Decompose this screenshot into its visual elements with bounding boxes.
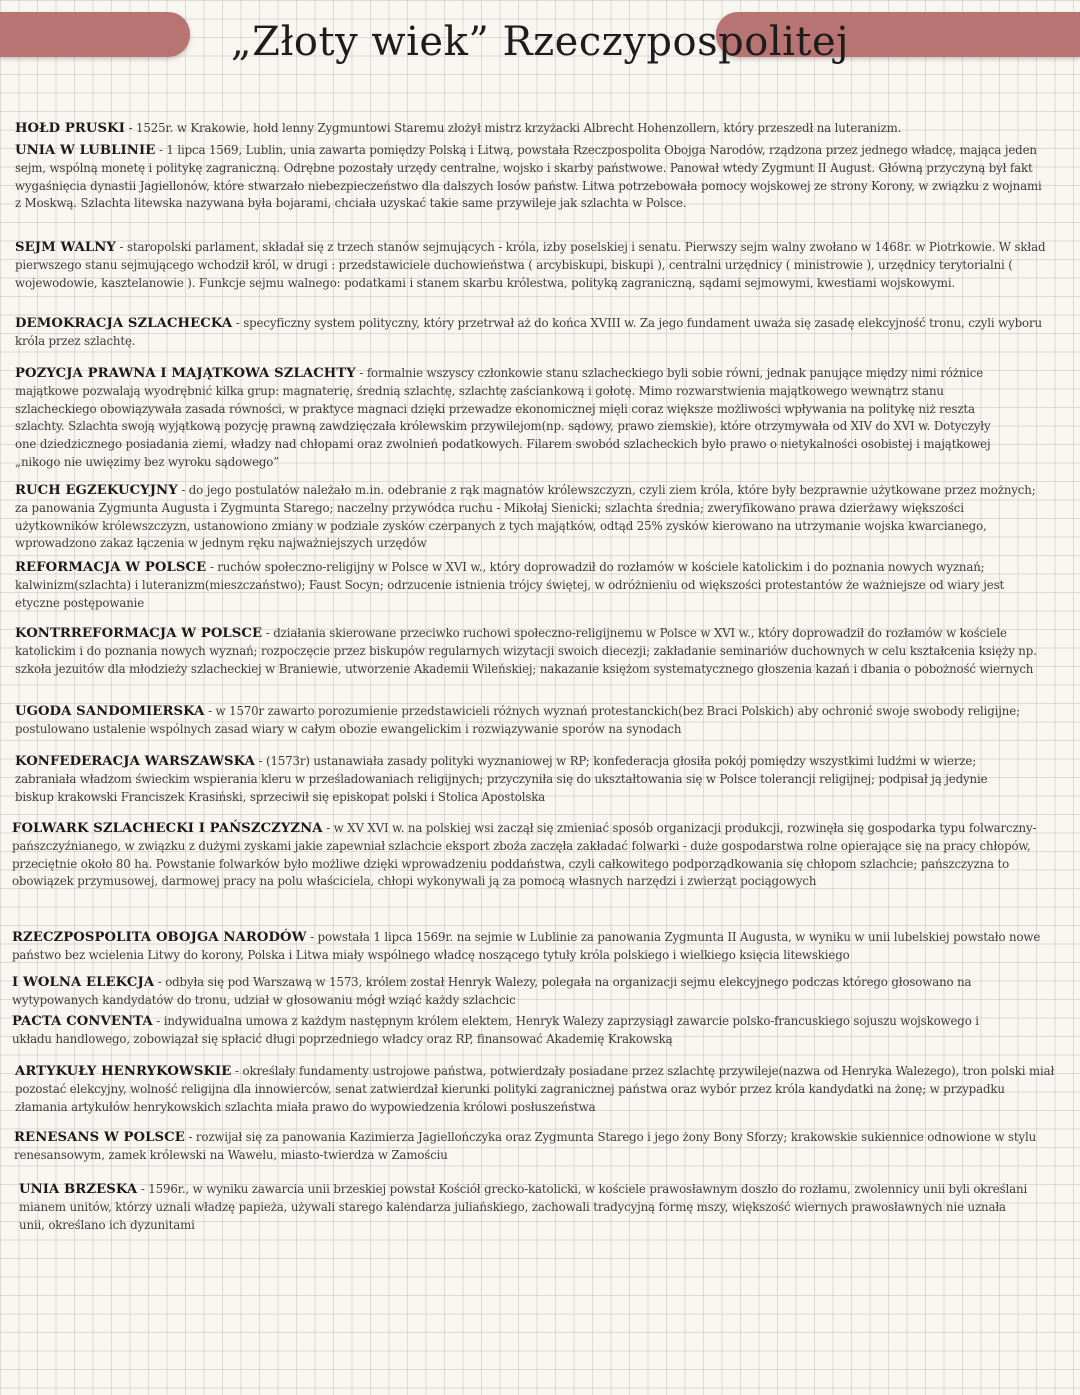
entry-term: UGODA SANDOMIERSKA [15,704,205,719]
entry-text: - indywidualna umowa z każdym następnym królem elektem, Henryk Walezy zaprzysiągł zawarcie polsko-francuskiego sojuszu wojskowego i układu handlowego, zobowiązał się spłacić długi poprzedniego władcy oraz RP, finansować Akademię Krakowską [12,1014,979,1046]
entry-term: HOŁD PRUSKI [15,121,125,136]
entry-wolna-elekcja [12,974,1052,1010]
entry-sejm-walny [15,239,1055,292]
entry-unia-brzeska [19,1181,1029,1234]
entry-term: KONTRREFORMACJA W POLSCE [15,626,263,641]
entry-term: KONFEDERACJA WARSZAWSKA [15,754,255,769]
entry-text: - ruchów społeczno-religijny w Polsce w XVI w., który doprowadził do rozłamów w kościele katolickim i do poznania nowych wyznań; kalwinizm(szlachta) i luteranizm(mieszczaństwo); Faust Socyn; odrzucenie istnienia trójcy świętej, w odróżnieniu od większości protestantów że ważniejsze od wiary jest etyczne postępowanie [15,560,1005,610]
entry-text: - rozwijał się za panowania Kazimierza Jagiellończyka oraz Zygmunta Starego i jego żony Bony Sforzy; krakowskie sukiennice odnowione w stylu renesansowym, zamek królewski na Wawelu, miasto-twierdza w Zamościu [14,1130,1037,1162]
entry-kontrreformacja [15,625,1055,678]
entry-term: REFORMACJA W POLSCE [15,560,207,575]
page-title: „Złoty wiek” Rzeczypospolitej [230,19,850,65]
entry-term: SEJM WALNY [15,240,116,255]
entry-rzeczpospolita [12,929,1067,965]
entry-text: - do jego postulatów należało m.in. odebranie z rąk magnatów królewszczyzn, czyli ziem króla, które były bezprawnie użytkowane przez możnych; za panowania Zygmunta Augusta i Zygmunta Starego; naczelny przywódca ruchu - Mikołaj Sienicki; szlachta średnia; zweryfikowano prawa dzierżawy większości użytkowników królewszczyzn, ustanowiono zmiany w podziale zysków czerpanych z tych majątków, odtąd 25% zysków kierowano na utrzymanie wojska kwarcianego, wprowadzono zakaz łączenia w jednym ręku najważniejszych urzędów [15,483,1036,551]
entry-text: - określały fundamenty ustrojowe państwa, potwierdzały posiadane przez szlachtę przywileje(nazwa od Henryka Walezego), tron polski miał pozostać elekcyjny, wolność religijna dla innowierców, senat zatwierdzał kierunki polityki zagranicznej państwa oraz wybór przez króla kandydatki na żonę; w przypadku złamania artykułów henrykowskich szlachta miała prawo do wypowiedzenia królowi posłuszeństwa [15,1064,1055,1114]
entry-pozycja-szlachty [15,365,1015,472]
entry-konfederacja-warszawska [15,753,1005,806]
entry-text: - działania skierowane przeciwko ruchowi społeczno-religijnemu w Polsce w XVI w., który doprowadził do rozłamów w kościele katolickim i do poznania nowych wyznań; rozpoczęcie przez biskupów regularnych wizytacji swoich diecezji; zakładanie seminariów duchownych w celu kształcenia księży np. szkoła jezuitów dla młodzieży szlacheckiej w Braniewie, utworzenie Akademii Wileńskiej; nakazanie księżom systematycznego głoszenia kazań i dbania o pobożność wiernych [15,626,1037,676]
entry-demokracja-szlachecka [15,315,1055,351]
entry-term: RUCH EGZEKUCYJNY [15,483,178,498]
entry-term: UNIA BRZESKA [19,1182,138,1197]
entry-ruch-egzekucyjny [15,482,1045,553]
entry-text: - odbyła się pod Warszawą w 1573, królem został Henryk Walezy, polegała na organizacji sejmu elekcyjnego podczas którego głosowano na wytypowanych kandydatów do tronu, udział w głosowaniu mógł wziąć każdy szlachcic [12,975,972,1007]
entry-text: - 1525r. w Krakowie, hołd lenny Zygmuntowi Staremu złożył mistrz krzyżacki Albrecht Hohenzollern, który przeszedł na luteranizm. [124,121,902,135]
entry-text: - w 1570r zawarto porozumienie przedstawicieli różnych wyznań protestanckich(bez Braci Polskich) aby ochronić swoje swobody religijne; postulowano ustalenie wspólnych zasad wiary w całym obozie ewangelickim i rozwiązywanie sporów na synodach [15,704,1020,736]
entry-term: ARTYKUŁY HENRYKOWSKIE [15,1064,232,1079]
entry-term: RENESANS W POLSCE [14,1130,185,1145]
entry-text: - 1 lipca 1569, Lublin, unia zawarta pomiędzy Polską i Litwą, powstała Rzeczpospolita Obojga Narodów, rządzona przez jednego władcę, mająca jeden sejm, wspólną monetę i politykę zagraniczną. Odrębne pozostały urzędy centralne, wojsko i skarby państwowe. Panował wtedy Zygmunt II August. Główną przyczyną był fakt wygaśnięcia dynastii Jagiellonów, które stwarzało niebezpieczeństwo dla dalszych losów państw. Litwa potrzebowała pomocy wojskowej ze strony Korony, w związku z wojnami z Moskwą. Szlachta litewska nazywana była bojarami, chciała uzyskać takie same przywileje jak szlachta w Polsce. [15,143,1042,211]
entry-renesans [14,1129,1064,1165]
entry-artykuly-henrykowskie [15,1063,1055,1116]
entry-text: - staropolski parlament, składał się z trzech stanów sejmujących - króla, izby poselskiej i senatu. Pierwszy sejm walny zwołano w 1468r. w Piotrkowie. W skład pierwszego stanu sejmującego wchodził król, w drugi : przedstawiciele duchowieństwa ( arcybiskupi, biskupi ), centralni urzędnicy ( ministrowie ), urzędnicy terytorialni ( wojewodowie, kasztelanowie ). Funkcje sejmu walnego: podatkami i stanem skarbu królestwa, polityką zagraniczną, sądami sejmowymi, kwestiami wojskowymi. [15,240,1046,290]
entry-text: - 1596r., w wyniku zawarcia unii brzeskiej powstał Kościół grecko-katolicki, w kościele prawosławnym doszło do rozłamu, zwolennicy unii byli określani mianem unitów, którzy uznali władzę papieża, używali starego kalendarza juliańskiego, zachowali tradycyjną formę mszy, większość wiernych prawosławnych nie uznała unii, określano ich dyzunitami [19,1182,1028,1232]
entry-folwark [12,820,1052,891]
entry-text: - powstała 1 lipca 1569r. na sejmie w Lublinie za panowania Zygmunta II Augusta, w wyniku w unii lubelskiej powstało nowe państwo bez wcielenia Litwy do korony, Polska i Litwa miały wspólnego władcę noszącego tytuły króla polskiego i wielkiego księcia litewskiego [12,930,1041,962]
entry-term: I WOLNA ELEKCJA [12,975,155,990]
entry-term: DEMOKRACJA SZLACHECKA [15,316,233,331]
entry-text: - specyficzny system polityczny, który przetrwał aż do końca XVIII w. Za jego fundament uważa się zasadę elekcyjność tronu, czyli wyboru króla przez szlachtę. [15,316,1042,348]
entry-term: PACTA CONVENTA [12,1014,153,1029]
entry-term: FOLWARK SZLACHECKI I PAŃSZCZYZNA [12,821,323,836]
entry-term: POZYCJA PRAWNA I MAJĄTKOWA SZLACHTY [15,366,356,381]
entry-term: UNIA W LUBLINIE [15,143,156,158]
entry-text: - formalnie wszyscy członkowie stanu szlacheckiego byli sobie równi, jednak panujące między nimi różnice majątkowe pozwalają wyodrębnić kilka grup: magnaterię, średnią szlachtę, szlachtę zaściankową i gołotę. Mimo rozwarstwienia majątkowego wewnątrz stanu szlacheckiego obowiązywała zasada równości, w praktyce magnaci dzięki przewadze ekonomicznej mięli coraz większe możliwości wpływania na politykę niż reszta szlachty. Szlachta swoją wyjątkową pozycję prawną zawdzięczała królewskim przywilejom(np. sądowy, prawo ziemskie), które otrzymywała od XIV do XVI w. Dotyczyły one dziedzicznego posiadania ziemi, władzy nad chłopami oraz zwolnień podatkowych. Filarem swobód szlacheckich było prawo o nietykalności osobistej i majątkowej „nikogo nie uwięzimy bez wyroku sądowego” [15,366,991,469]
entry-pacta-conventa [12,1013,1012,1049]
entry-reformacja [15,559,1045,612]
entry-term: RZECZPOSPOLITA OBOJGA NARODÓW [12,930,307,945]
entry-unia-w-lublinie [15,142,1045,213]
entry-ugoda-sandomierska [15,703,1035,739]
entry-hold-pruski [15,120,1065,138]
entry-text: - w XV XVI w. na polskiej wsi zaczął się zmieniać sposób organizacji produkcji, rozwinęła się gospodarka typu folwarczny-pańszczyźnianego, w związku z dużymi zyskami jakie zapewniał szlachcie eksport zboża zaczęła zakładać folwarki - duże gospodarstwa rolne opierające się na pracy chłopów, przeciętnie około 80 ha. Powstanie folwarków było możliwe dzięki wprowadzeniu poddaństwa, czyli całkowitego podporządkowania się chłopom szlachcie; pańszczyzna to obowiązek przymusowej, darmowej pracy na polu właściciela, chłopi wykonywali ją za pomocą własnych narzędzi i zwierząt pociągowych [12,821,1037,889]
entry-text: - (1573r) ustanawiała zasady polityki wyznaniowej w RP; konfederacja głosiła pokój pomiędzy wszystkimi ludźmi w wierze; zabraniała władzom świeckim wspierania kleru w prześladowaniach religijnych; przyczyniła się do ukształtowania się w Polsce tolerancji religijnej; podpisał ją jedynie biskup krakowski Franciszek Krasiński, sprzeciwił się episkopat polski i Stolica Apostolska [15,754,988,804]
